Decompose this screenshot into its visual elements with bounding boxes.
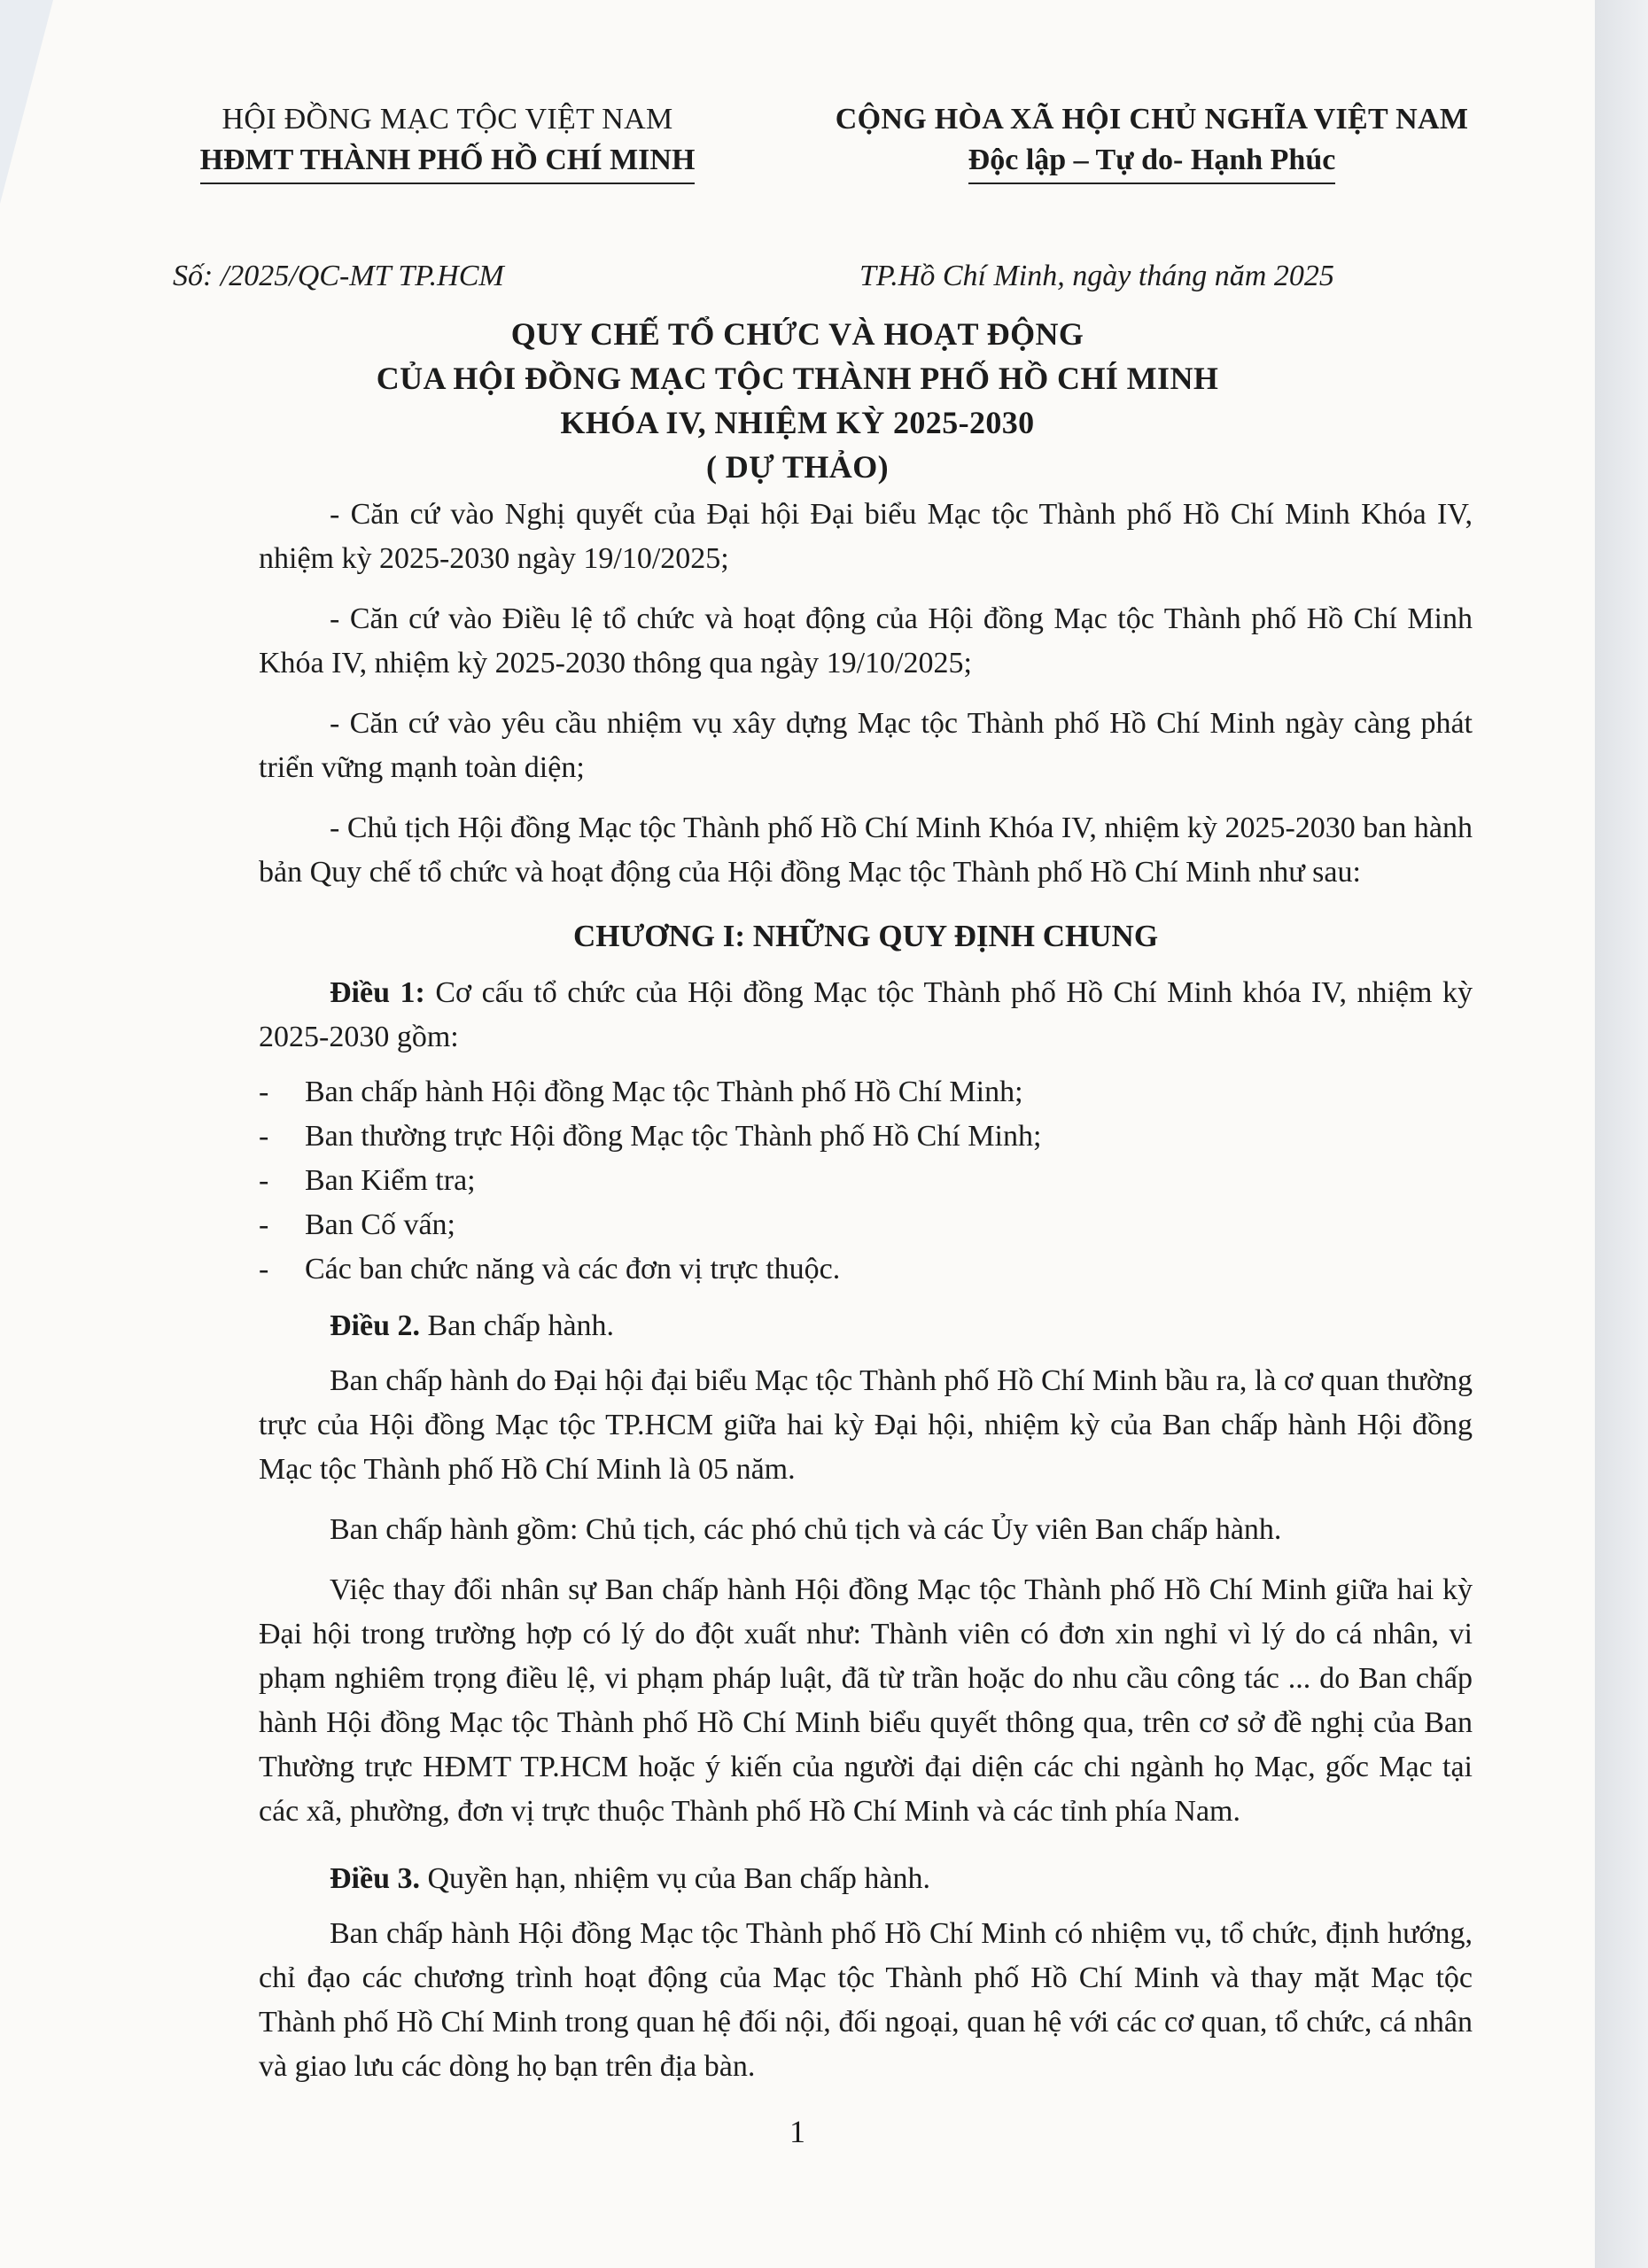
list-item: - Các ban chức năng và các đơn vị trực thuộc. <box>259 1253 841 1285</box>
article-label: Điều 1: <box>330 976 425 1009</box>
article-text: Cơ cấu tổ chức của Hội đồng Mạc tộc Thành phố Hồ Chí Minh khóa IV, nhiệm kỳ 2025-2030 gồm: <box>259 976 1473 1053</box>
structure-list <box>259 1070 1473 1292</box>
body-paragraph: Việc thay đổi nhân sự Ban chấp hành Hội đồng Mạc tộc Thành phố Hồ Chí Minh giữa hai kỳ Đại hội trong trường hợp có lý do đột xuất như: Thành viên có đơn xin nghỉ vì lý do cá nhân, vi phạm nghiêm trọng điều lệ, vi phạm pháp luật, đã từ trần hoặc do nhu cầu công tác ... do Ban chấp hành Hội đồng Mạc tộc Thành phố Hồ Chí Minh biểu quyết thông qua, trên cơ sở đề nghị của Ban Thường trực HĐMT TP.HCM hoặc ý kiến của người đại diện các chi ngành họ Mạc, gốc Mạc tại các xã, phường, đơn vị trực thuộc Thành phố Hồ Chí Minh và các tỉnh phía Nam. <box>259 1573 1473 1828</box>
preamble-paragraph: - Căn cứ vào Điều lệ tổ chức và hoạt động của Hội đồng Mạc tộc Thành phố Hồ Chí Minh Khóa IV, nhiệm kỳ 2025-2030 thông qua ngày 19/10/2025; <box>259 602 1473 680</box>
page-number: 1 <box>789 2114 805 2149</box>
motto: Độc lập – Tự do- Hạnh Phúc <box>968 140 1336 184</box>
article-title: Ban chấp hành. <box>420 1309 615 1342</box>
title-line-2: CỦA HỘI ĐỒNG MẠC TỘC THÀNH PHỐ HỒ CHÍ MINH <box>376 361 1219 396</box>
preamble-paragraph: - Chủ tịch Hội đồng Mạc tộc Thành phố Hồ Chí Minh Khóa IV, nhiệm kỳ 2025-2030 ban hành bản Quy chế tổ chức và hoạt động của Hội đồng Mạc tộc Thành phố Hồ Chí Minh như sau: <box>259 812 1473 889</box>
page-edge <box>1595 0 1648 2268</box>
document-header <box>0 99 1595 206</box>
list-item: - Ban Cố vấn; <box>259 1208 455 1241</box>
preamble-paragraph: - Căn cứ vào Nghị quyết của Đại hội Đại biểu Mạc tộc Thành phố Hồ Chí Minh Khóa IV, nhiệm kỳ 2025-2030 ngày 19/10/2025; <box>259 498 1473 575</box>
body-paragraph: Ban chấp hành Hội đồng Mạc tộc Thành phố Hồ Chí Minh có nhiệm vụ, tổ chức, định hướng, chỉ đạo các chương trình hoạt động của Mạc tộc Thành phố Hồ Chí Minh và thay mặt Mạc tộc Thành phố Hồ Chí Minh trong quan hệ đối nội, đối ngoại, quan hệ với các cơ quan, tổ chức, cá nhân và giao lưu các dòng họ bạn trên địa bàn. <box>259 1917 1473 2083</box>
list-item: - Ban Kiểm tra; <box>259 1164 476 1197</box>
parent-organization: HỘI ĐỒNG MẠC TỘC VIỆT NAM <box>222 103 673 136</box>
national-motto <box>797 99 1506 184</box>
article-2-heading <box>259 1304 1473 1348</box>
list-item: - Ban thường trực Hội đồng Mạc tộc Thành phố Hồ Chí Minh; <box>259 1120 1042 1153</box>
document-number: Số: /2025/QC-MT TP.HCM <box>173 260 504 292</box>
country-name: CỘNG HÒA XÃ HỘI CHỦ NGHĨA VIỆT NAM <box>835 103 1469 136</box>
article-title: Quyền hạn, nhiệm vụ của Ban chấp hành. <box>420 1862 930 1895</box>
title-line-4: ( DỰ THẢO) <box>706 449 889 485</box>
article-1 <box>259 971 1473 1060</box>
place-and-date: TP.Hồ Chí Minh, ngày tháng năm 2025 <box>859 260 1334 292</box>
document-body <box>259 493 1473 2105</box>
title-line-3: KHÓA IV, NHIỆM KỲ 2025-2030 <box>560 405 1035 440</box>
article-label: Điều 2. <box>330 1309 420 1342</box>
issuing-organization <box>164 99 731 184</box>
chapter-heading: CHƯƠNG I: NHỮNG QUY ĐỊNH CHUNG <box>572 919 1159 953</box>
body-paragraph: Ban chấp hành gồm: Chủ tịch, các phó chủ tịch và các Ủy viên Ban chấp hành. <box>330 1513 1282 1546</box>
preamble-paragraph: - Căn cứ vào yêu cầu nhiệm vụ xây dựng Mạc tộc Thành phố Hồ Chí Minh ngày càng phát triển vững mạnh toàn diện; <box>259 707 1473 784</box>
organization-name: HĐMT THÀNH PHỐ HỒ CHÍ MINH <box>200 140 696 184</box>
body-paragraph: Ban chấp hành do Đại hội đại biểu Mạc tộc Thành phố Hồ Chí Minh bầu ra, là cơ quan thường trực của Hội đồng Mạc tộc TP.HCM giữa hai kỳ Đại hội, nhiệm kỳ của Ban chấp hành Hội đồng Mạc tộc Thành phố Hồ Chí Minh là 05 năm. <box>259 1364 1473 1486</box>
article-label: Điều 3. <box>330 1862 420 1895</box>
article-3-heading <box>259 1857 1473 1901</box>
title-line-1: QUY CHẾ TỔ CHỨC VÀ HOẠT ĐỘNG <box>510 316 1084 352</box>
list-item: - Ban chấp hành Hội đồng Mạc tộc Thành phố Hồ Chí Minh; <box>259 1076 1023 1108</box>
document-title <box>159 312 1435 489</box>
